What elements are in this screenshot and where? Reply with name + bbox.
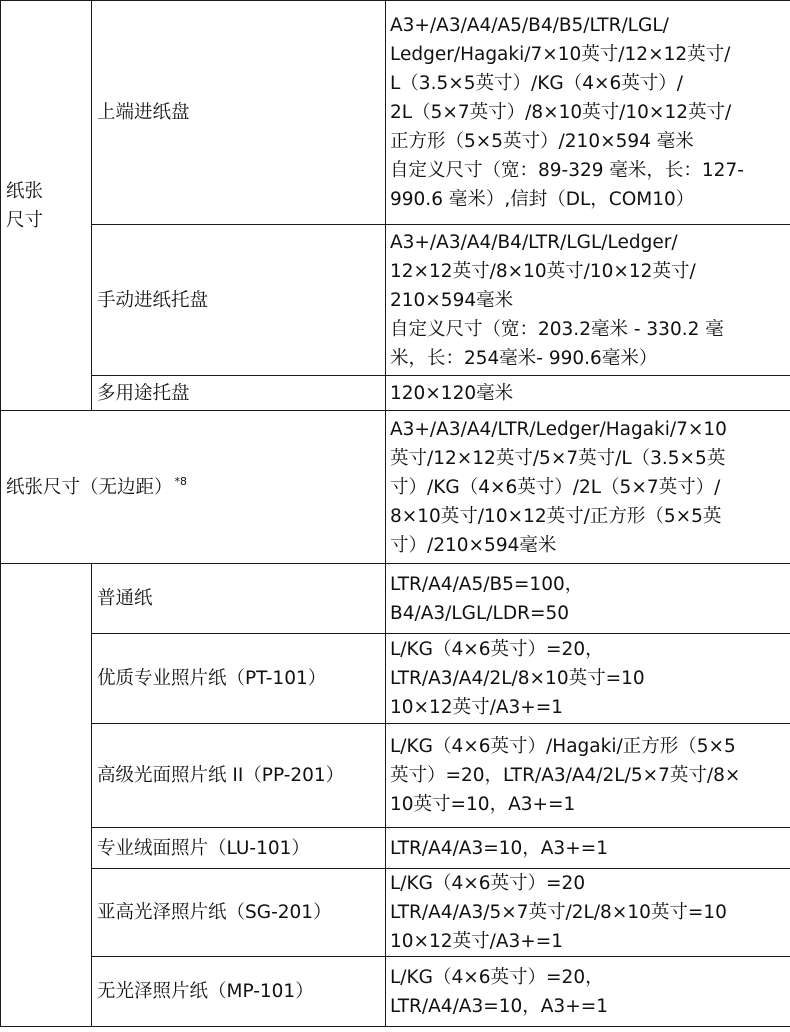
value-line: LTR/A4/A5/B5=100， (390, 573, 584, 595)
media-capacity (386, 634, 790, 724)
paper-size-label-line: 尺寸 (6, 209, 44, 231)
table-row (1, 564, 790, 634)
value-line: LTR/A4/A3/5×7英寸/2L/8×10英寸=10 (390, 902, 727, 923)
value-line: 990.6 毫米）,信封（DL，COM10） (390, 189, 695, 210)
table-row (1, 828, 790, 869)
value-line: L（3.5×5英寸）/KG（4×6英寸）/ (390, 73, 683, 94)
media-capacity (386, 869, 790, 957)
value-line: LTR/A4/A3=10，A3+=1 (390, 837, 608, 859)
value-line: 英寸）=20，LTR/A3/A4/2L/5×7英寸/8× (390, 765, 741, 786)
value-line: 12×12英寸/8×10英寸/10×12英寸/ (390, 260, 696, 282)
value-line: 10×12英寸/A3+=1 (390, 931, 564, 952)
table-row (1, 724, 790, 828)
value-line: A3+/A3/A4/LTR/Ledger/Hagaki/7×10 (390, 418, 727, 440)
value-line: L/KG（4×6英寸）/Hagaki/正方形（5×5 (390, 736, 736, 757)
table-row (1, 411, 790, 564)
value-line: 米，长：254毫米- 990.6毫米） (390, 347, 658, 369)
media-capacity (386, 724, 790, 828)
value-line: 英寸/12×12英寸/5×7英寸/L（3.5×5英 (390, 447, 726, 469)
media-label: 专业绒面照片（LU-101） (92, 828, 386, 869)
value-line: 210×594毫米 (390, 289, 514, 311)
manual-tray-sizes (386, 225, 790, 376)
value-line: B4/A3/LGL/LDR=50 (390, 602, 569, 624)
table-row (1, 225, 790, 376)
value-line: 寸）/210×594毫米 (390, 534, 557, 556)
upper-tray-sizes (386, 1, 790, 225)
value-line: LTR/A3/A4/2L/8×10英寸=10 (390, 668, 645, 689)
table-row (1, 376, 790, 411)
borderless-sizes (386, 411, 790, 564)
table-row (1, 869, 790, 957)
borderless-label (1, 411, 386, 564)
media-label: 优质专业照片纸（PT-101） (92, 634, 386, 724)
media-label: 亚高光泽照片纸（SG-201） (92, 869, 386, 957)
table-row (1, 634, 790, 724)
media-capacity (386, 828, 790, 869)
value-line: L/KG（4×6英寸）=20， (390, 966, 604, 988)
multi-tray-label: 多用途托盘 (92, 376, 386, 411)
table-row (1, 957, 790, 1027)
value-line: LTR/A4/A3=10，A3+=1 (390, 995, 608, 1017)
value-line: 自定义尺寸（宽：89-329 毫米，长：127- (390, 160, 744, 181)
manual-tray-label: 手动进纸托盘 (92, 225, 386, 376)
paper-size-label (1, 1, 92, 411)
value-line: A3+/A3/A4/B4/LTR/LGL/Ledger/ (390, 231, 678, 253)
value-line: 2L（5×7英寸）/8×10英寸/10×12英寸/ (390, 102, 732, 123)
value-line: 正方形（5×5英寸）/210×594 毫米 (390, 131, 694, 152)
media-label: 高级光面照片纸 II（PP-201） (92, 724, 386, 828)
value-line: L/KG（4×6英寸）=20， (390, 639, 604, 660)
upper-tray-label: 上端进纸盘 (92, 1, 386, 225)
value-line: Ledger/Hagaki/7×10英寸/12×12英寸/ (390, 44, 731, 65)
media-label: 普通纸 (92, 564, 386, 634)
media-capacity (386, 957, 790, 1027)
footnote-marker: *8 (174, 475, 188, 489)
value-line: 自定义尺寸（宽：203.2毫米 - 330.2 毫 (390, 318, 724, 340)
value-line: A3+/A3/A4/A5/B4/B5/LTR/LGL/ (390, 15, 669, 36)
media-capacity (386, 564, 790, 634)
multi-tray-size: 120×120毫米 (386, 376, 790, 411)
media-label: 无光泽照片纸（MP-101） (92, 957, 386, 1027)
paper-size-label-line: 纸张 (6, 180, 44, 202)
value-line: L/KG（4×6英寸）=20 (390, 873, 586, 894)
borderless-label-text: 纸张尺寸（无边距） (6, 476, 173, 498)
value-line: 10×12英寸/A3+=1 (390, 697, 564, 718)
value-line: 寸）/KG（4×6英寸）/2L（5×7英寸）/ (390, 476, 721, 498)
table-row (1, 1, 790, 225)
value-line: 10英寸=10，A3+=1 (390, 794, 576, 815)
capacity-category-cell (1, 564, 92, 1027)
value-line: 8×10英寸/10×12英寸/正方形（5×5英 (390, 505, 722, 527)
